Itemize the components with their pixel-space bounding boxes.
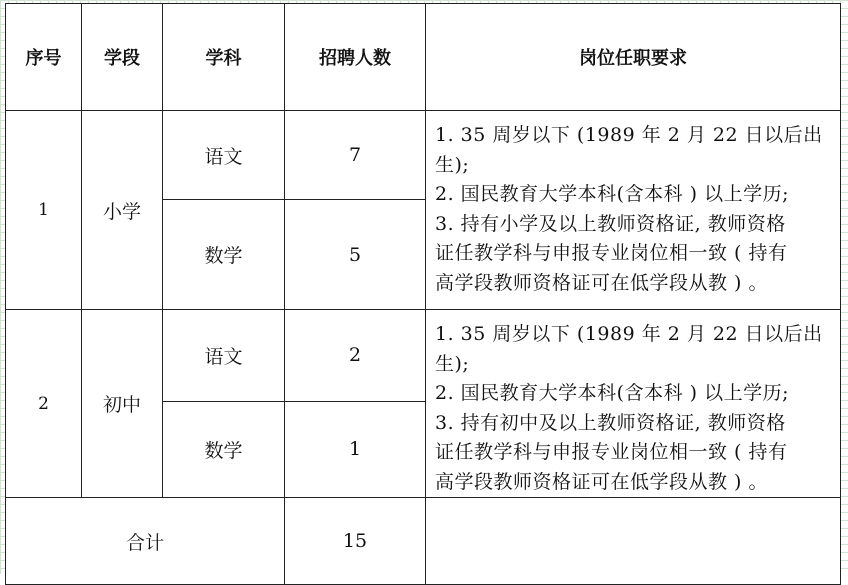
count-cell: 2: [285, 310, 426, 402]
subject-cell: 数学: [163, 200, 285, 310]
recruitment-table: [5, 3, 841, 585]
header-seq: 序号: [6, 4, 82, 111]
requirement-line: 生);: [435, 153, 470, 176]
requirement-line: 1. 35 周岁以下 (1989 年 2 月 22 日以后出: [435, 124, 823, 146]
requirement-line: 1. 35 周岁以下 (1989 年 2 月 22 日以后出: [435, 323, 823, 345]
subject-cell: 数学: [163, 401, 285, 497]
header-row: [6, 4, 841, 111]
total-label: 合计: [6, 498, 285, 585]
requirement-line: 生);: [435, 352, 470, 375]
requirement-line: 3. 持有小学及以上教师资格证, 教师资格: [435, 212, 786, 235]
total-empty-cell: [426, 498, 841, 585]
requirement-line: 高学段教师资格证可在低学段从教 ) 。: [435, 470, 768, 493]
count-cell: 7: [285, 111, 426, 200]
header-subject: 学科: [163, 4, 285, 111]
requirement-line: 2. 国民教育大学本科(含本科 ) 以上学历;: [435, 382, 789, 404]
count-cell: 5: [285, 200, 426, 310]
table-row: [6, 111, 841, 200]
requirement-line: 证任教学科与申报专业岗位相一致 ( 持有: [435, 441, 788, 463]
total-row: [6, 498, 841, 585]
seq-cell: 1: [6, 111, 82, 310]
requirements-cell: [426, 310, 841, 498]
requirement-line: 3. 持有初中及以上教师资格证, 教师资格: [435, 411, 786, 434]
total-count: 15: [285, 498, 426, 585]
requirement-line: 高学段教师资格证可在低学段从教 ) 。: [435, 271, 768, 294]
stage-cell: 小学: [82, 111, 163, 310]
requirements-cell: [426, 111, 841, 310]
header-count: 招聘人数: [285, 4, 426, 111]
requirement-line: 2. 国民教育大学本科(含本科 ) 以上学历;: [435, 183, 789, 205]
stage-cell: 初中: [82, 310, 163, 498]
count-cell: 1: [285, 401, 426, 497]
subject-cell: 语文: [163, 310, 285, 402]
table-row: [6, 310, 841, 402]
header-requirements: 岗位任职要求: [426, 4, 841, 111]
requirement-line: 证任教学科与申报专业岗位相一致 ( 持有: [435, 242, 788, 264]
seq-cell: 2: [6, 310, 82, 498]
header-stage: 学段: [82, 4, 163, 111]
subject-cell: 语文: [163, 111, 285, 200]
